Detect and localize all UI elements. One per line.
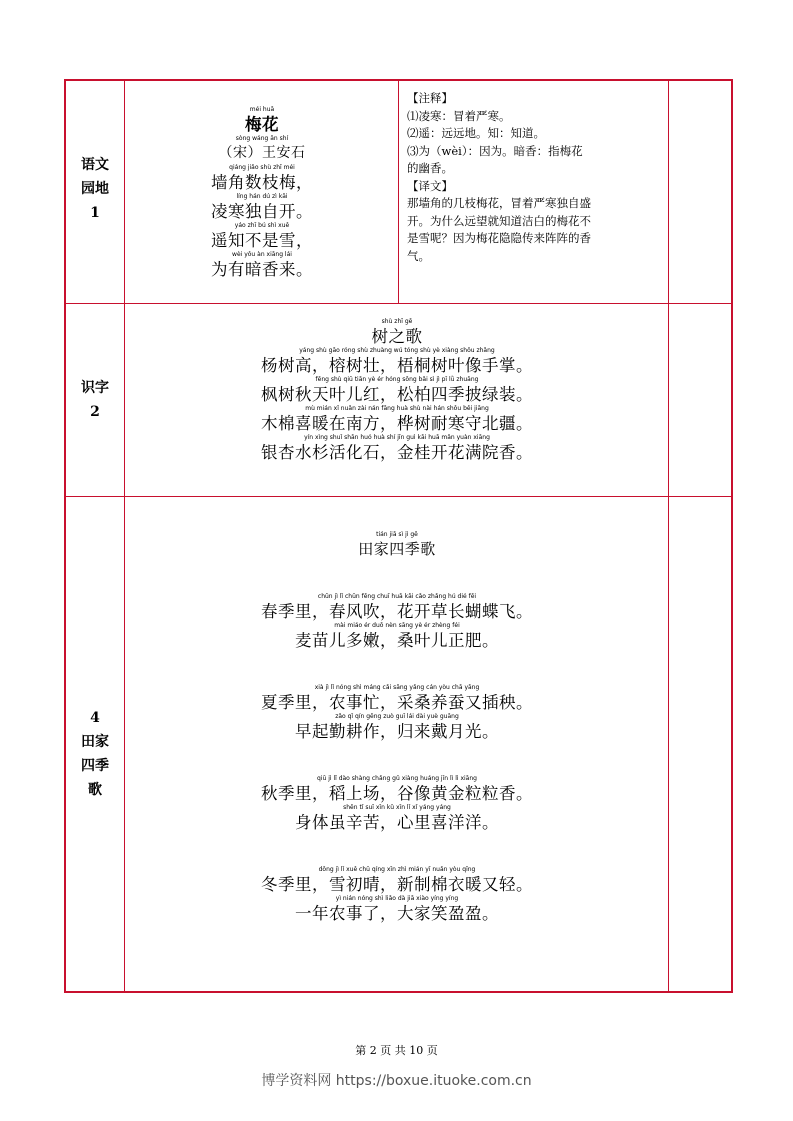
worksheet-table xyxy=(64,79,733,993)
row-divider xyxy=(66,303,731,304)
poem-author: sòng wáng ān shí （宋）王安石 xyxy=(218,135,306,161)
label-text: 田家 xyxy=(81,734,109,750)
annotation-panel xyxy=(402,81,670,265)
column-divider xyxy=(398,81,399,303)
column-divider xyxy=(124,81,125,991)
poem-title: shù zhī gē 树之歌 xyxy=(371,318,423,346)
label-text: 园地 xyxy=(81,181,109,197)
poem-title: méi huā 梅花 xyxy=(245,106,279,134)
stanza-spring: chūn jì lǐ chūn fēng chuī huā kāi cǎo zhǎng hú dié fēi 春季里，春风吹，花开草长蝴蝶飞。 mài miáo ér duō nèn sāng yè ér zhèng féi 麦苗儿多嫩，桑叶儿正肥。 xyxy=(261,593,533,650)
translation-line: 开。为什么远望就知道洁白的梅花不 xyxy=(407,213,591,228)
poem-line: fēng shù qiū tiān yè ér hóng sōng bǎi sì jì pī lǜ zhuāng 枫树秋天叶儿红，松柏四季披绿装。 xyxy=(261,376,533,404)
notes-heading: 【注释】 xyxy=(407,91,453,105)
label-text: 歌 xyxy=(88,782,102,798)
label-text: 四季 xyxy=(81,758,109,774)
poem-plum-blossom xyxy=(126,106,398,280)
poem-line: yáo zhī bú shì xuě 遥知不是雪， xyxy=(211,222,313,250)
row-label-3 xyxy=(66,706,124,802)
stanza-autumn: qiū jì lǐ dào shàng chǎng gǔ xiàng huáng jīn lì lì xiāng 秋季里，稻上场，谷像黄金粒粒香。 shēn tǐ suī xīn kǔ xīn lǐ xǐ yáng yáng 身体虽辛苦，心里喜洋洋。 xyxy=(261,775,533,832)
translation-line: 是雪呢？因为梅花隐隐传来阵阵的香 xyxy=(407,231,591,245)
stanza-winter: dōng jì lǐ xuě chū qíng xīn zhì mián yī nuǎn yòu qīng 冬季里，雪初晴，新制棉衣暖又轻。 yì nián nóng shì liǎo dà jiā xiào yíng yíng 一年农事了，大家笑盈盈。 xyxy=(261,866,533,923)
translation-heading: 【译文】 xyxy=(407,178,453,193)
label-text: 识字 xyxy=(81,380,109,396)
poem-line: yáng shù gāo róng shù zhuàng wú tóng shù yè xiàng shǒu zhǎng 杨树高，榕树壮，梧桐树叶像手掌。 xyxy=(261,347,533,375)
translation-line: 那墙角的几枝梅花，冒着严寒独自盛 xyxy=(407,196,591,210)
label-text: 2 xyxy=(90,404,100,420)
row-label-2 xyxy=(66,376,124,424)
row-label-1 xyxy=(66,153,124,225)
stanza-summer: xià jì lǐ nóng shì máng cǎi sāng yǎng cán yòu chā yāng 夏季里，农事忙，采桑养蚕又插秧。 zǎo qǐ qín gēng zuò guī lái dài yuè guāng 早起勤耕作，归来戴月光。 xyxy=(261,684,533,741)
poem-line: yín xìng shuǐ shān huó huà shí jīn guì kāi huā mǎn yuàn xiāng 银杏水杉活化石，金桂开花满院香。 xyxy=(261,434,533,462)
page-number: 第 2 页 共 10 页 xyxy=(355,1044,438,1057)
poem-line: qiáng jiǎo shù zhī méi 墙角数枝梅， xyxy=(211,164,313,192)
label-text: 1 xyxy=(90,205,100,221)
poem-line: líng hán dú zì kāi 凌寒独自开。 xyxy=(211,193,313,221)
row-divider xyxy=(66,496,731,497)
translation-line: 气。 xyxy=(407,248,430,263)
poem-farm-seasons xyxy=(126,531,668,924)
watermark: 博学资料网 https://boxue.ituoke.com.cn xyxy=(261,1073,532,1089)
note-line: ⑵遥：远远地。知：知道。 xyxy=(407,126,545,140)
label-text: 4 xyxy=(90,710,100,726)
note-line: 的幽香。 xyxy=(407,161,453,175)
label-text: 语文 xyxy=(81,157,109,173)
note-line: ⑶为（wèi）：因为。暗香：指梅花 xyxy=(407,143,583,158)
poem-title: tián jiā sì jì gē 田家四季歌 xyxy=(358,531,436,558)
poem-tree-song xyxy=(126,318,668,463)
poem-line: wèi yǒu àn xiāng lái 为有暗香来。 xyxy=(211,251,313,279)
poem-line: mù mián xǐ nuǎn zài nán fāng huà shù nài hán shǒu běi jiāng 木棉喜暖在南方，桦树耐寒守北疆。 xyxy=(261,405,533,433)
note-line: ⑴凌寒：冒着严寒。 xyxy=(407,108,511,123)
